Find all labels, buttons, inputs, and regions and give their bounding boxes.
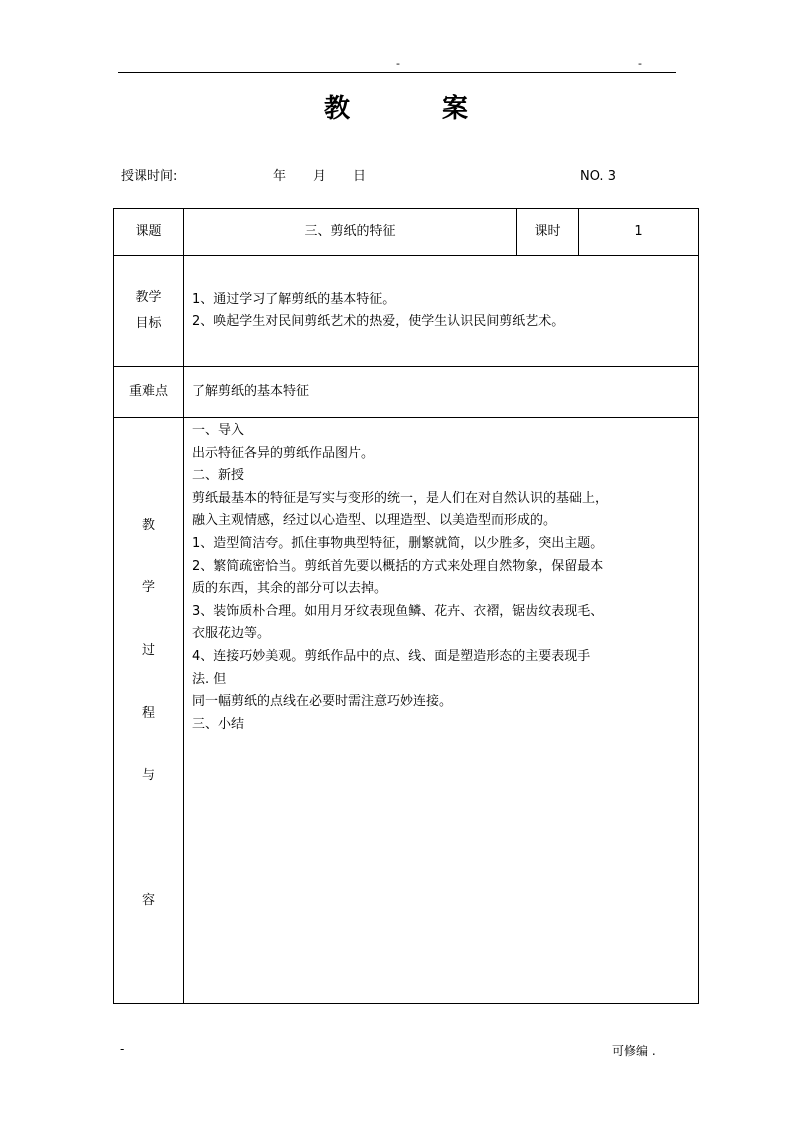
process-label-char-3: 过 <box>141 643 155 658</box>
goal-item-1: 1、通过学习了解剪纸的基本特征。 <box>192 292 396 307</box>
topic-label: 课题 <box>114 209 184 256</box>
process-line: 1、造型简洁夸。抓住事物典型特征，删繁就简，以少胜多，突出主题。 <box>192 535 604 551</box>
process-line: 4、连接巧妙美观。剪纸作品中的点、线、面是塑造形态的主要表现手 <box>192 648 591 664</box>
lesson-plan-table <box>113 208 699 1004</box>
period-value: 1 <box>579 209 699 256</box>
header-rule <box>118 72 676 73</box>
goal-item-2: 2、唤起学生对民间剪纸艺术的热爱，使学生认识民间剪纸艺术。 <box>192 314 565 329</box>
header-mark-right: - <box>638 57 642 70</box>
year-label: 年 <box>273 169 287 184</box>
process-line: 出示特征各异的剪纸作品图片。 <box>192 445 375 461</box>
period-label: 课时 <box>517 209 579 256</box>
process-line: 融入主观情感，经过以心造型、以理造型、以美造型而形成的。 <box>192 513 557 529</box>
topic-value: 三、剪纸的特征 <box>184 209 517 256</box>
footer-mark-left: - <box>120 1042 125 1056</box>
process-label-char-4: 程 <box>141 706 155 721</box>
key-row <box>114 367 699 418</box>
process-line: 质的东西，其余的部分可以去掉。 <box>192 581 388 597</box>
process-line: 二、新授 <box>192 468 245 484</box>
goals-label-line-2: 目标 <box>135 316 162 331</box>
lesson-number: NO. 3 <box>580 169 616 184</box>
title-char-left: 教 <box>324 94 352 124</box>
process-cell <box>184 418 699 1004</box>
month-label: 月 <box>313 169 327 184</box>
process-line: 3、装饰质朴合理。如用月牙纹表现鱼鳞、花卉、衣褶，锯齿纹表现毛、 <box>192 603 604 619</box>
process-line: 三、小结 <box>192 716 245 732</box>
process-row <box>114 418 699 1004</box>
day-label: 日 <box>353 169 367 184</box>
header-mark-center: - <box>396 57 400 70</box>
goals-label-line-1: 教学 <box>135 290 162 305</box>
goals-label-cell <box>114 256 184 367</box>
process-line: 同一幅剪纸的点线在必要时需注意巧妙连接。 <box>192 694 453 710</box>
process-label-char-6: 容 <box>141 893 155 908</box>
process-line: 法. 但 <box>192 671 227 687</box>
time-label: 授课时间: <box>121 169 178 184</box>
title-char-right: 案 <box>442 94 470 124</box>
topic-row <box>114 209 699 256</box>
process-label-char-2: 学 <box>141 580 155 595</box>
footer-editable-note: 可修编 . <box>612 1044 656 1058</box>
goals-cell <box>184 256 699 367</box>
goals-row <box>114 256 699 367</box>
key-value: 了解剪纸的基本特征 <box>184 367 699 418</box>
process-line: 衣服花边等。 <box>192 626 271 642</box>
process-label-char-1: 教 <box>141 518 155 533</box>
process-line: 2、繁简疏密恰当。剪纸首先要以概括的方式来处理自然物象，保留最本 <box>192 558 604 574</box>
process-label-cell <box>114 418 184 1004</box>
process-label-char-5: 与 <box>141 768 155 783</box>
process-line: 一、导入 <box>192 423 245 438</box>
process-line: 剪纸最基本的特征是写实与变形的统一，是人们在对自然认识的基础上， <box>192 490 609 506</box>
key-label: 重难点 <box>114 367 184 418</box>
